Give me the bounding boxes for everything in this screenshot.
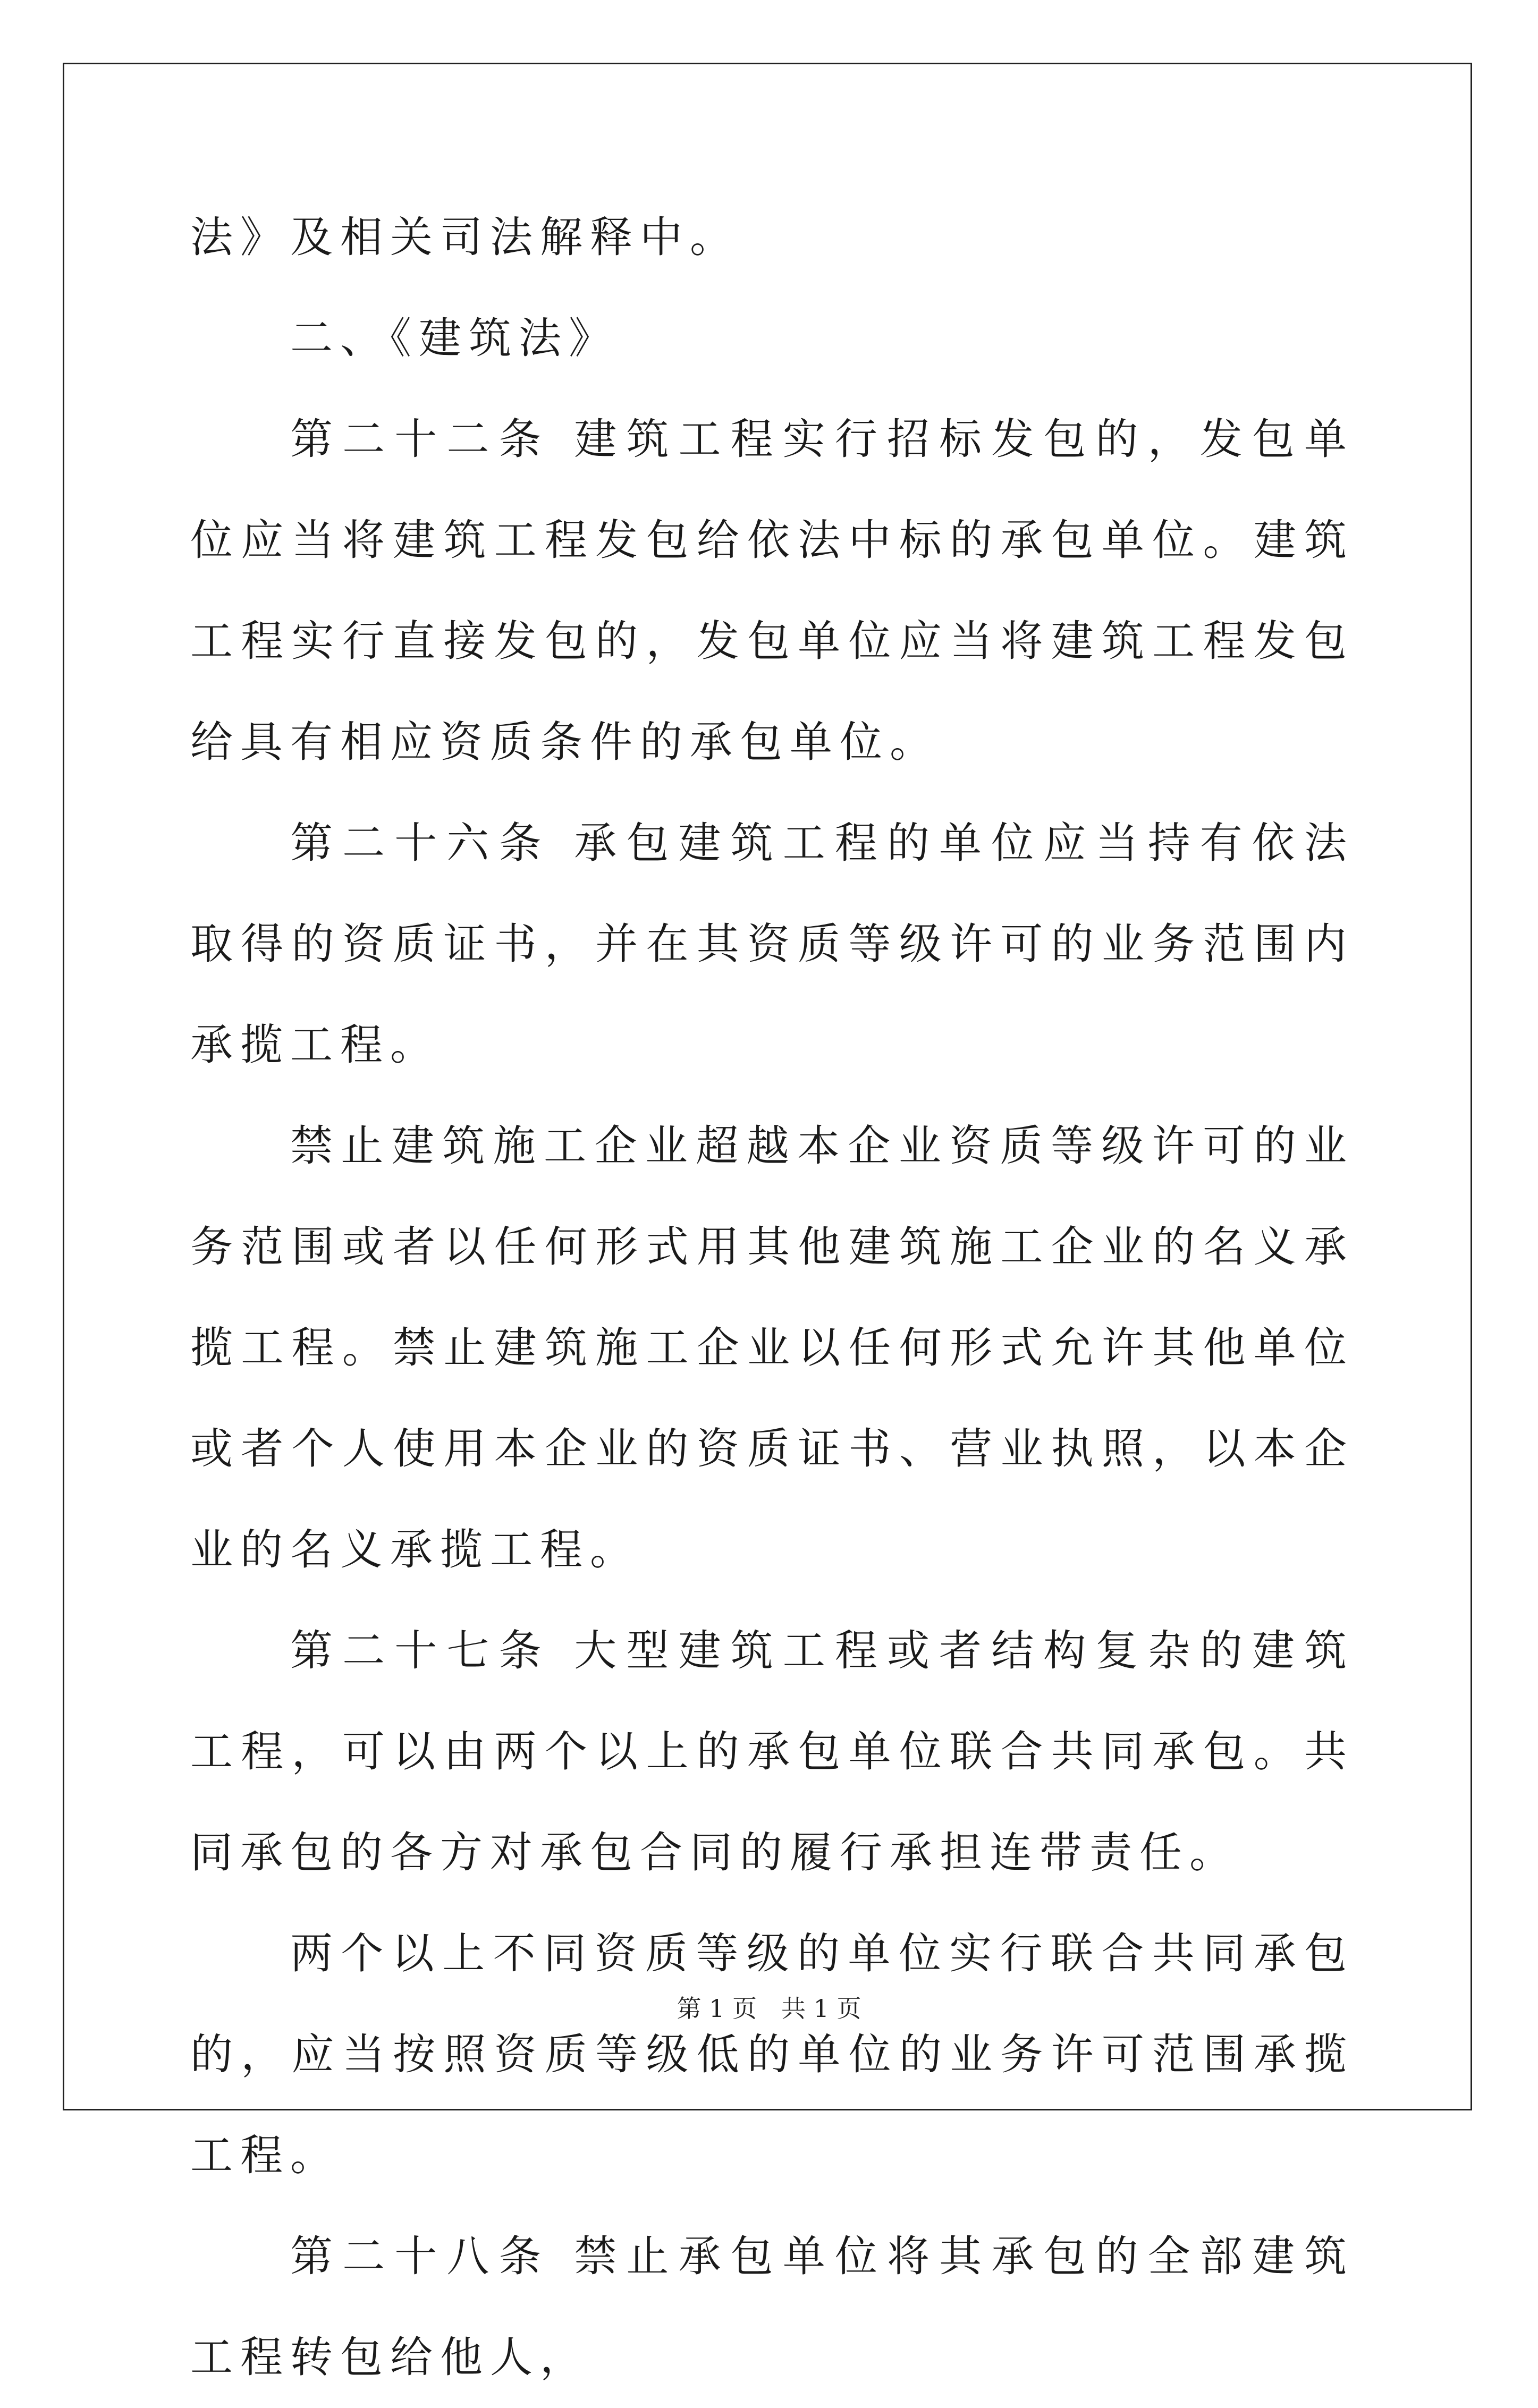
page-footer: 第 1 页 共 1 页 (677, 1994, 861, 2023)
paragraph-article-28: 第二十八条 禁止承包单位将其承包的全部建筑工程转包给他人， (190, 2232, 1354, 2382)
paragraph-1: 法》及相关司法解释中。 (190, 213, 740, 262)
document-body (190, 187, 1354, 2408)
paragraph-article-27-joint: 两个以上不同资质等级的单位实行联合共同承包的，应当按照资质等级低的单位的业务许可范围承揽工程。 (190, 1929, 1354, 2180)
paragraph-article-26: 第二十六条 承包建筑工程的单位应当持有依法取得的资质证书，并在其资质等级许可的业务范围内承揽工程。 (190, 818, 1354, 1070)
paragraph-article-26-prohibition: 禁止建筑施工企业超越本企业资质等级许可的业务范围或者以任何形式用其他建筑施工企业的名义承揽工程。禁止建筑施工企业以任何形式允许其他单位或者个人使用本企业的资质证书、营业执照，以本企业的名义承揽工程。 (190, 1121, 1354, 1574)
section-heading-construction-law: 二、《建筑法》 (290, 313, 619, 363)
paragraph-article-22: 第二十二条 建筑工程实行招标发包的，发包单位应当将建筑工程发包给依法中标的承包单位。建筑工程实行直接发包的，发包单位应当将建筑工程发包给具有相应资质条件的承包单位。 (190, 414, 1354, 767)
paragraph-article-27: 第二十七条 大型建筑工程或者结构复杂的建筑工程，可以由两个以上的承包单位联合共同承包。共同承包的各方对承包合同的履行承担连带责任。 (190, 1626, 1354, 1877)
